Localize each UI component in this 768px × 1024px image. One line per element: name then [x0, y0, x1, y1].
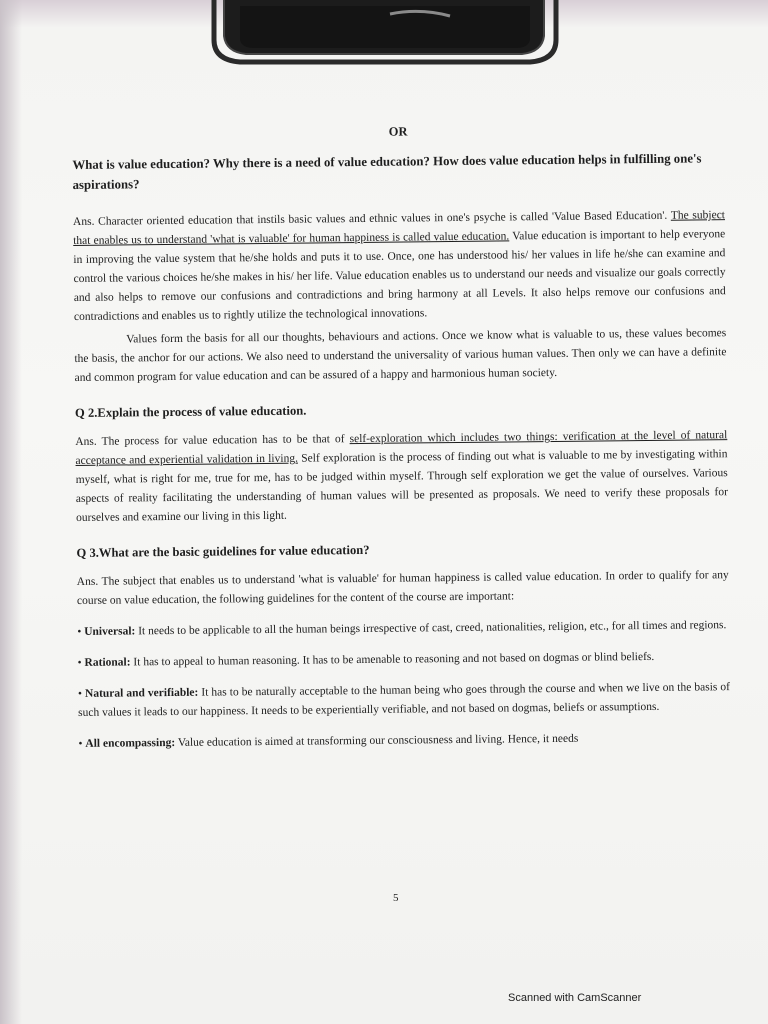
answer-1-underlined: The subject that enables us to understand 'what is valuable' for human happiness is called value education. — [73, 209, 726, 247]
bullet-title: Universal: — [84, 625, 136, 638]
bullet-all-encompassing: • All encompassing: Value education is aimed at transforming our consciousness and living. Hence, it needs — [78, 732, 579, 750]
or-label: OR — [388, 124, 408, 139]
bullet-text: Value education is aimed at transforming our consciousness and living. Hence, it needs — [177, 732, 579, 749]
answer-2-paragraph — [75, 426, 728, 528]
answer-1-paragraph — [73, 206, 726, 327]
answer-2-lead: Ans. The process for value education has to be that of — [75, 433, 345, 448]
main-question: What is value education? Why there is a need of value education? How does value education helps in fulfilling one's aspirations? — [72, 151, 702, 192]
question-3-heading: Q 3.What are the basic guidelines for value education? — [76, 542, 370, 560]
answer-1-rest: Value education is important to help everyone in improving the value system that he/she holds and puts it to use. Once, one has understood his/ her values in life he/she can examine and control the various choices he/she makes in his/ her life. Value education enables us to understand our needs and visualize our goals correctly and also helps to remove our confusions and contradictions and bring harmony at all Levels. It also helps remove our confusions and contradictions and enables us to rightly utilize the technological innovations. — [73, 228, 726, 323]
bullet-text: It has to be naturally acceptable to the human being who goes through the course and when we live on the basis of such values it leads to our happiness. It needs to be experientially verifiable, and not based on dogmas, beliefs or assumptions. — [78, 681, 730, 719]
document-body — [72, 119, 731, 754]
answer-3-paragraph: Ans. The subject that enables us to understand 'what is valuable' for human happiness is called value education. In order to qualify for any course on value education, the following guidelines for the content of the course are important: — [76, 569, 729, 607]
left-edge-shadow — [0, 0, 22, 1024]
bullet-universal: • Universal: It needs to be applicable to all the human beings irrespective of cast, creed, nationalities, religion, etc., for all times and regions. — [77, 619, 727, 638]
question-2-heading: Q 2.Explain the process of value education. — [74, 403, 307, 420]
bullet-rational: • Rational: It has to appeal to human reasoning. It has to be amenable to reasoning and not based on dogmas or blind beliefs. — [77, 650, 655, 669]
bullet-text: It has to appeal to human reasoning. It has to be amenable to reasoning and not based on dogmas or blind beliefs. — [133, 650, 655, 669]
page-number: 5 — [393, 892, 399, 904]
bullet-natural: • Natural and verifiable: It has to be naturally acceptable to the human being who goes through the course and when we live on the basis of such values it leads to our happiness. It needs to be experientially verifiable, and not based on dogmas, beliefs or assumptions. — [77, 681, 730, 719]
answer-1-paragraph-2: Values form the basis for all our thoughts, behaviours and actions. Once we know what is valuable to us, these values becomes the basis, the anchor for our actions. We also need to understand the universality of various human values. Then only we can have a definite and common program for value education and can be assured of a happy and harmonious human society. — [74, 327, 727, 384]
camscanner-watermark: Scanned with CamScanner — [508, 992, 642, 1004]
clipboard-clip-icon — [200, 0, 568, 66]
bullet-title: All encompassing: — [85, 736, 176, 750]
bullet-title: Natural and verifiable: — [84, 686, 199, 700]
answer-2-rest: Self exploration is the process of finding out what is valuable to me by investigating within myself, what is right for me, true for me, has to be judged within myself. Through self exploration we get the value of ourselves. Various aspects of reality facilitating the understanding of human values will be presented as proposals. We need to verify these proposals for ourselves and examine our living in this light. — [75, 448, 728, 524]
answer-2-underlined: self-exploration which includes two things: verification at the level of natural acceptance and experiential validation in living. — [75, 429, 728, 467]
answer-1-lead: Ans. Character oriented education that instils basic values and ethnic values in one's psyche is called 'Value Based Education'. — [72, 209, 668, 228]
bullet-title: Rational: — [84, 656, 131, 669]
bullet-text: It needs to be applicable to all the human beings irrespective of cast, creed, nationalities, religion, etc., for all times and regions. — [138, 619, 727, 638]
